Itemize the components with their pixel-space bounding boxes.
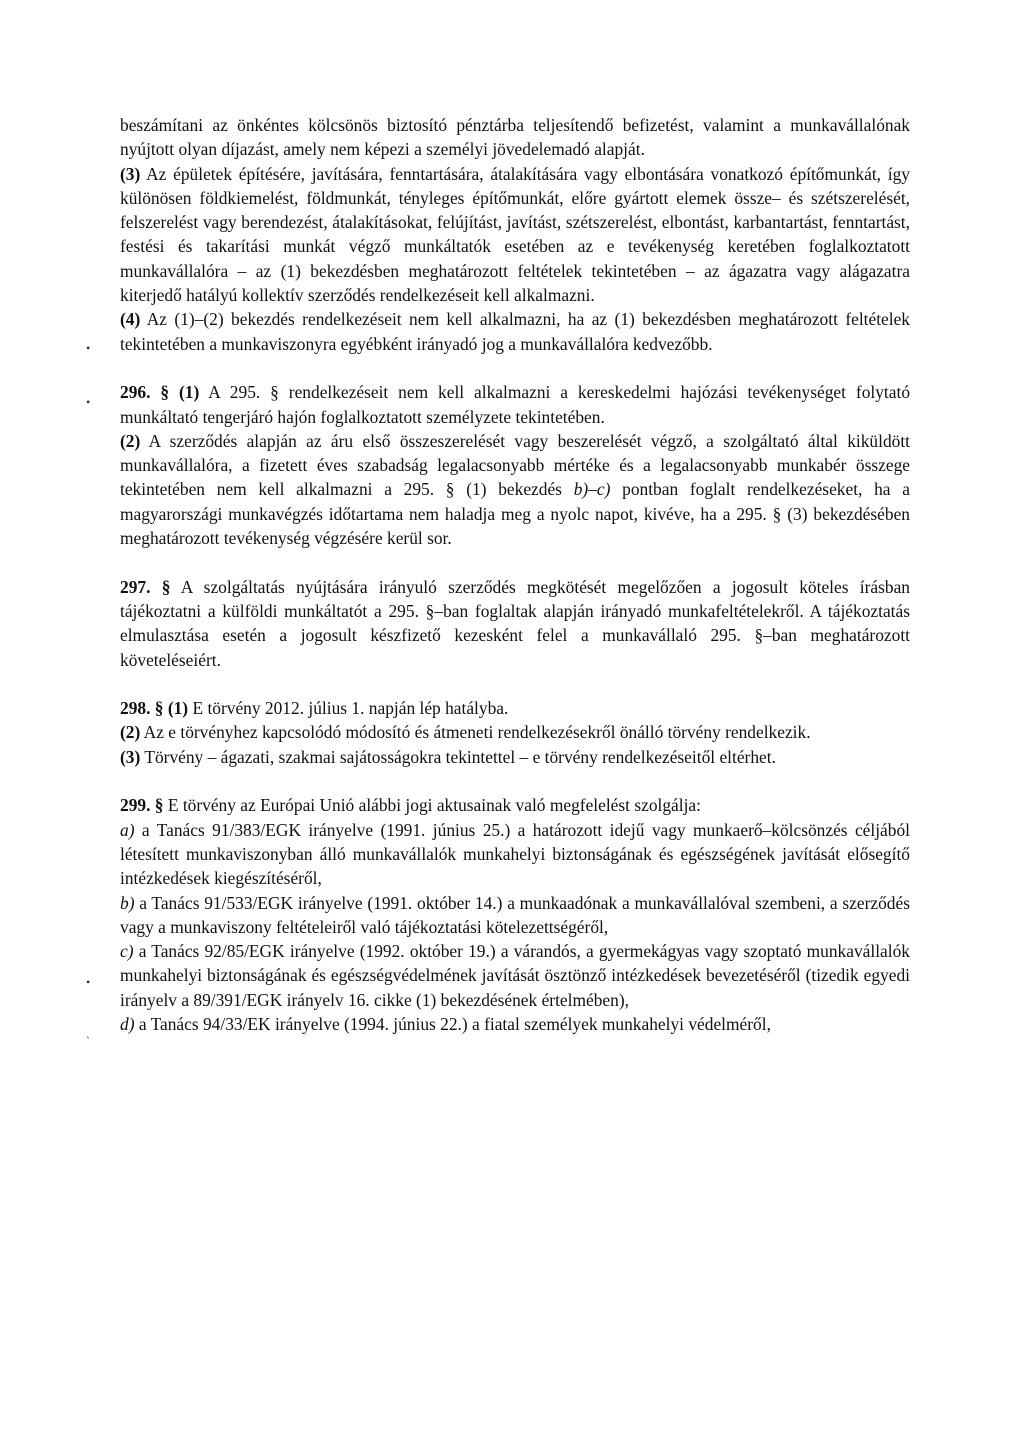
point-label: d) [120,1013,135,1034]
paragraph-number: (4) [120,309,141,330]
paragraph-number: (3) [120,163,141,184]
section-298-paragraph-3: (3) Törvény – ágazati, szakmai sajátosságokra tekintettel – e törvény rendelkezéseitől eltérhet. [120,746,776,767]
section-298-paragraph-2: (2) Az e törvényhez kapcsolódó módosító és átmeneti rendelkezésekről önálló törvény rendelkezik. [120,722,811,743]
section-heading: 298. § (1) [120,698,189,719]
section-299-point-a: a) a Tanács 91/383/EGK irányelve (1991. június 25.) a határozott idejű vagy munkaerő–kölcsönzés céljából létesített munkaviszonyban álló munkavállalók munkahelyi biztonságának és egészségének javítását elősegítő intézkedések kiegészítéséről, [120,819,910,889]
section-299-point-b: b) a Tanács 91/533/EGK irányelve (1991. október 14.) a munkaadónak a munkavállalóval szembeni, a szerződés vagy a munkaviszony feltételeiről való tájékoztatási kötelezettségéről, [120,892,910,937]
section-heading: 297. § [120,576,171,597]
scan-mark: • [86,395,91,409]
scan-mark: • [86,341,91,355]
point-label: a) [120,819,135,840]
section-297: 297. § A szolgáltatás nyújtására irányuló szerződés megkötését megelőzően a jogosult köteles írásban tájékoztatni a külföldi munkáltatót a 295. §–ban foglaltak alapján irányadó munkafeltételekről. A tájékoztatás elmulasztása esetén a jogosult készfizető kezesként felel a munkavállaló 295. §–ban meghatározott követeléseiért. [120,576,910,670]
paragraph-number: (2) [120,430,141,451]
paragraph-number: (2) [120,722,141,743]
document-body [120,113,910,1036]
section-298-paragraph-1: 298. § (1) E törvény 2012. július 1. napján lép hatályba. [120,698,509,719]
section-295-paragraph-4: (4) Az (1)–(2) bekezdés rendelkezéseit nem kell alkalmazni, ha az (1) bekezdésben meghatározott feltételek tekintetében a munkaviszonyra egyébként irányadó jog a munkavállalóra kedvezőbb. [120,309,911,354]
section-heading: 296. § (1) [120,382,200,403]
paragraph-number: (3) [120,746,141,767]
scan-mark: • [86,975,91,989]
section-299: 299. § E törvény az Európai Unió alábbi jogi aktusainak való megfelelést szolgálja: [120,795,701,816]
scan-mark: ` [86,1034,90,1048]
section-296-paragraph-1: 296. § (1) A 295. § rendelkezéseit nem kell alkalmazni a kereskedelmi hajózási tevékenységet folytató munkáltató tengerjáró hajón foglalkoztatott személyzete tekintetében. [120,382,911,427]
point-reference: b)–c) [573,479,611,500]
point-label: b) [120,892,135,913]
section-299-point-d: d) a Tanács 94/33/EK irányelve (1994. június 22.) a fiatal személyek munkahelyi védelméről, [120,1013,771,1034]
point-label: c) [120,941,134,962]
section-295-paragraph-3: (3) Az épületek építésére, javítására, fenntartására, átalakítására vagy elbontására vonatkozó építőmunkát, így különösen földkiemelést, földmunkát, tényleges építőmunkát, előre gyártott elemek össze– és szétszerelését, felszerelést vagy berendezést, átalakításokat, felújítást, javítást, szétszerelést, elbontást, karbantartást, fenntartást, festési és takarítási munkát végző munkáltatók esetében az e tevékenység keretében foglalkoztatott munkavállalóra – az (1) bekezdésben meghatározott feltételek tekintetében – az ágazatra vagy alágazatra kiterjedő hatályú kollektív szerződés rendelkezéseit kell alkalmazni. [120,163,910,306]
section-heading: 299. § [120,795,164,816]
section-299-point-c: c) a Tanács 92/85/EGK irányelve (1992. október 19.) a várandós, a gyermekágyas vagy szoptató munkavállalók munkahelyi biztonságának és egészségvédelmének javítását ösztönző intézkedések bevezetéséről (tizedik egyedi irányelv a 89/391/EGK irányelv 16. cikke (1) bekezdésének értelmében), [120,941,910,1010]
section-296-paragraph-2: (2) A szerződés alapján az áru első összeszerelését vagy beszerelését végző, a szolgáltató által kiküldött munkavállalóra, a fizetett éves szabadság legalacsonyabb mértéke és a legalacsonyabb munkabér összege tekintetében nem kell alkalmazni a 295. § (1) bekezdés b)–c) pontban foglalt rendelkezéseket, ha a magyarországi munkavégzés időtartama nem haladja meg a nyolc napot, kivéve, ha a 295. § (3) bekezdésében meghatározott tevékenység végzésére kerül sor. [120,430,910,549]
intro-paragraph: beszámítani az önkéntes kölcsönös biztosító pénztárba teljesítendő befizetést, valamint a munkavállalónak nyújtott olyan díjazást, amely nem képezi a személyi jövedelemadó alapját. [120,115,910,160]
